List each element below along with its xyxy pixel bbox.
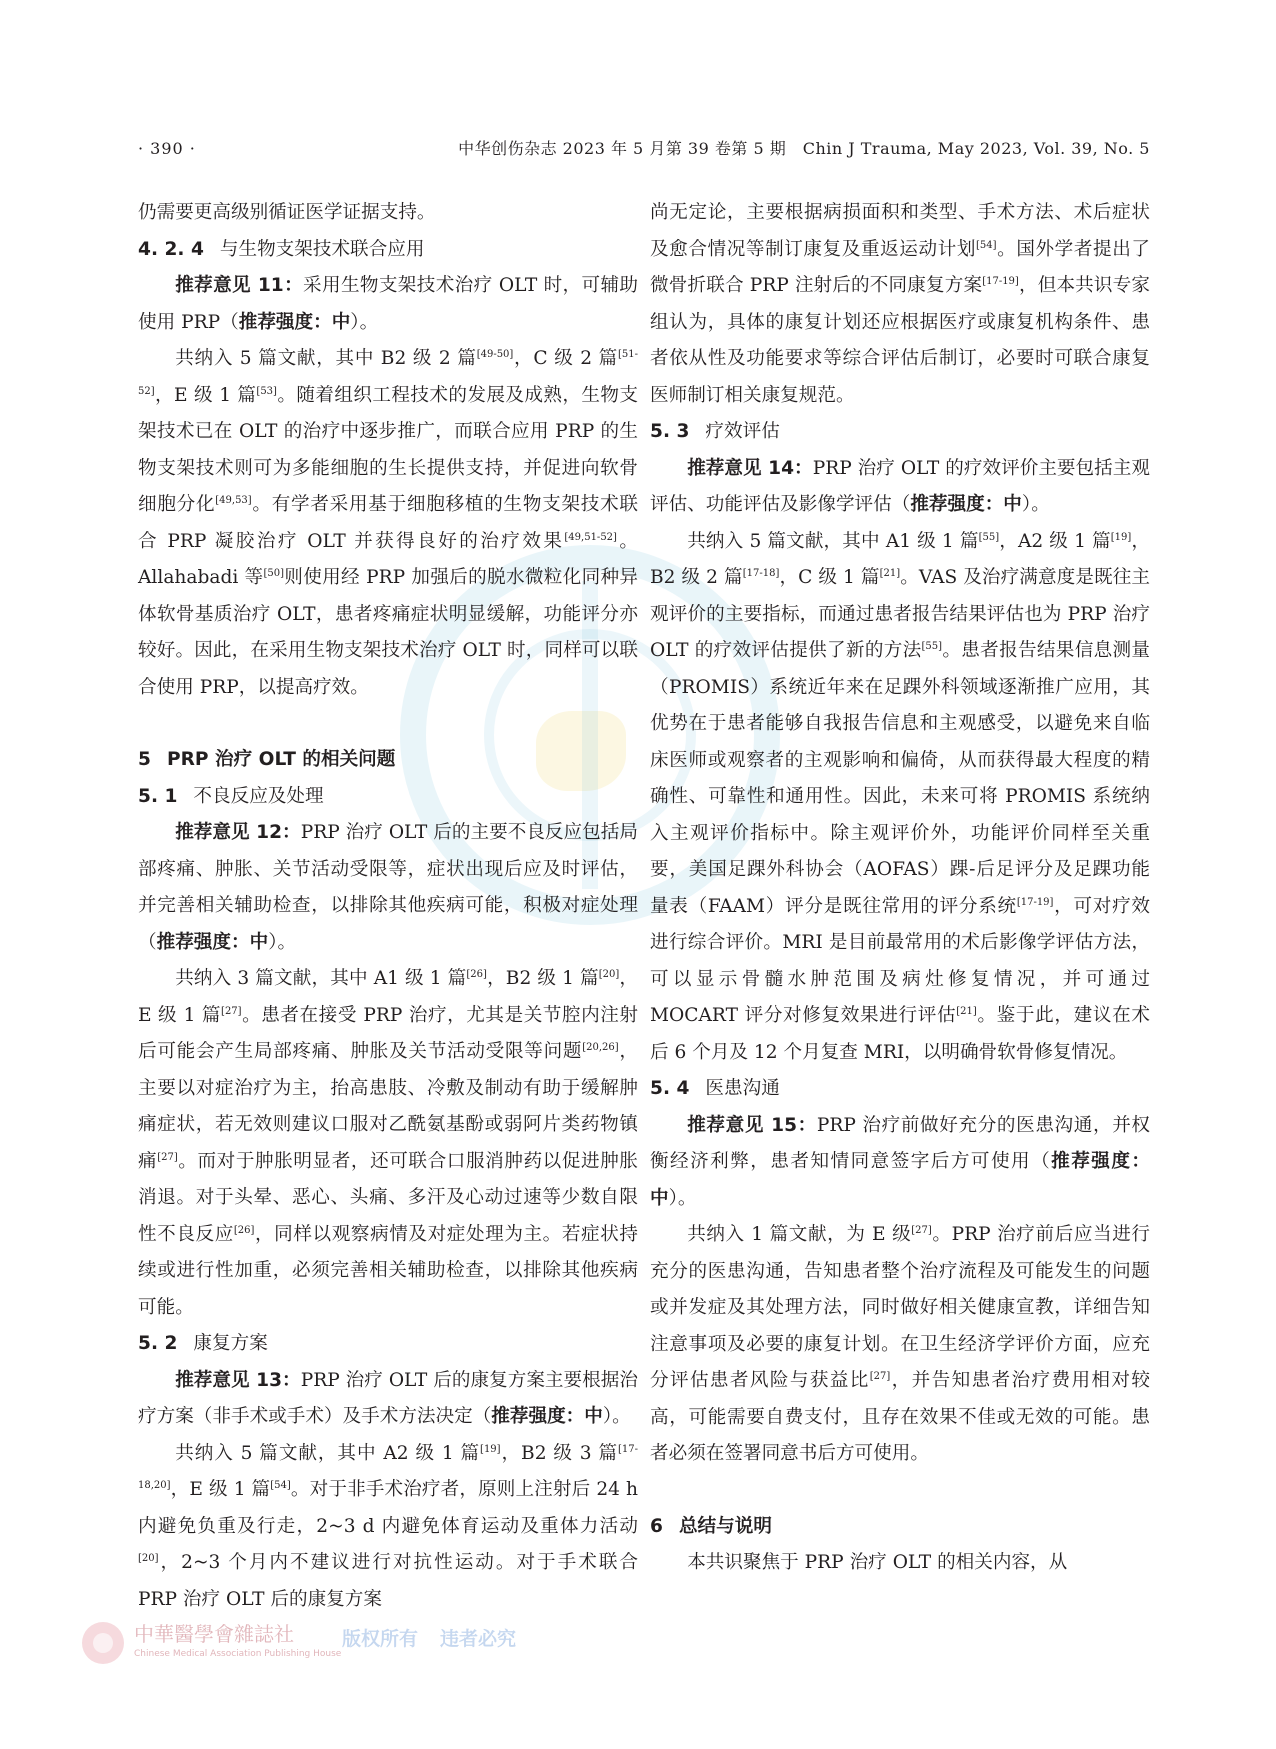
citation: [54] [976, 239, 997, 251]
section-heading-5-1 [138, 779, 638, 816]
journal-info: 中华创伤杂志 2023 年 5 月第 39 卷第 5 期 Chin J Trauma, May 2023, Vol. 39, No. 5 [458, 139, 1150, 158]
recommendation-text: PRP 治疗前做好充分的医患沟通，并权衡经济利弊，患者知情同意签字后方可使用（ [650, 1114, 1150, 1172]
text-run: 。国外学者提出了微骨折联合 PRP 注射后的不同康复方案 [650, 238, 1150, 296]
recommendation-strength: 推荐强度：中 [650, 1151, 1150, 1209]
paragraph [138, 341, 638, 706]
recommendation-label: 推荐意见 11： [175, 275, 304, 296]
text-run: 则使用经 PRP 加强后的脱水微粒化同种异体软骨基质治疗 OLT，患者疼痛症状明显缓解，功能评分亦较好。因此，在采用生物支架技术治疗 OLT 时，同样可以联合使用 PRP，以提高疗效。 [138, 567, 639, 698]
publisher-logo [82, 1618, 522, 1668]
recommendation-end: ）。 [1021, 494, 1050, 515]
section-heading-6 [650, 1509, 1150, 1546]
citation: [17-18,20] [138, 1443, 638, 1491]
text-run: ，主要以对症治疗为主，抬高患肢、冷敷及制动有助于缓解肿痛症状，若无效则建议口服对乙酰氨基酚或弱阿片类药物镇痛 [138, 1041, 638, 1172]
recommendation-end: ）。 [350, 311, 379, 333]
recommendation-strength: 推荐强度：中 [238, 311, 351, 333]
text-run: ，E 级 1 篇 [154, 384, 257, 406]
publisher-seal-icon [82, 1622, 124, 1664]
text-run: ，A2 级 1 篇 [999, 530, 1111, 552]
text-run: 。随着组织工程技术的发展及成熟，生物支架技术已在 OLT 的治疗中逐步推广，而联合应用 PRP 的生物支架技术则可为多能细胞的生长提供支持，并促进向软骨细胞分化 [138, 384, 638, 515]
section-number: 5. 1 [138, 785, 178, 807]
recommendation-end: ）。 [668, 1187, 697, 1209]
text-run: 。对于非手术治疗者，原则上注射后 24 h 内避免负重及行走，2~3 d 内避免体育运动及重体力活动 [138, 1479, 638, 1537]
citation: [20] [138, 1552, 159, 1564]
recommendation-14 [650, 451, 1150, 524]
citation: [27] [869, 1370, 891, 1382]
citation: [54] [270, 1479, 291, 1491]
text-run: ，B2 级 3 篇 [500, 1442, 618, 1464]
text-run: ，C 级 1 篇 [779, 567, 880, 588]
citation: [50] [263, 567, 284, 579]
spacer [650, 1473, 1150, 1509]
text-run: 共纳入 1 篇文献，为 E 级 [687, 1224, 912, 1245]
citation: [21] [879, 567, 901, 579]
citation: [17-19] [982, 275, 1019, 287]
spacer [138, 706, 638, 742]
section-title: 与生物支架技术联合应用 [219, 238, 425, 260]
recommendation-11 [138, 268, 638, 341]
text-run: 。PRP 治疗前后应当进行充分的医患沟通，告知患者整个治疗流程及可能发生的问题或并发症及其处理方法，同时做好相关健康宣教，详细告知注意事项及必要的康复计划。在卫生经济学评价方面，应充分评估患者风险与获益比 [650, 1224, 1151, 1391]
text-run: 共纳入 5 篇文献，其中 B2 级 2 篇 [175, 348, 477, 369]
citation: [19] [1110, 531, 1132, 543]
section-heading-5 [138, 742, 638, 779]
text-run: 。VAS 及治疗满意度是既往主观评价的主要指标，而通过患者报告结果评估也为 PRP 治疗 OLT 的疗效评估提供了新的方法 [650, 567, 1150, 661]
publisher-name: 中華醫學會雜誌社 [134, 1622, 294, 1646]
left-column [138, 195, 638, 1618]
citation: [21] [956, 1005, 977, 1017]
paragraph [650, 195, 1150, 414]
recommendation-label: 推荐意见 15： [687, 1114, 817, 1136]
copyright-badge: 版权所有 [342, 1628, 419, 1650]
text-run: ，同样以观察病情及对症处理为主。若症状持续或进行性加重，必须完善相关辅助检查，以排除其他疾病可能。 [138, 1223, 638, 1318]
recommendation-12 [138, 815, 638, 961]
citation: [55] [978, 531, 1000, 543]
recommendation-end: ）。 [602, 1406, 631, 1427]
text-run: 共纳入 5 篇文献，其中 A1 级 1 篇 [687, 530, 979, 552]
citation: [49-50] [476, 348, 514, 360]
text-run: ，并告知患者治疗费用相对较高，可能需要自费支付，且存在效果不佳或无效的可能。患者必须在签署同意书后方可使用。 [650, 1370, 1150, 1464]
section-heading-4-2-4 [138, 232, 638, 269]
paragraph: 仍需要更高级别循证医学证据支持。 [138, 202, 436, 223]
text-run: 共纳入 5 篇文献，其中 A2 级 1 篇 [175, 1442, 481, 1464]
text-run: 。患者报告结果信息测量（PROMIS）系统近年来在足踝外科领域逐渐推广应用，其优势在于患者能够自我报告信息和主观感受，以避免来自临床医师或观察者的主观影响和偏倚，从而获得最大程度的精确性、可靠性和通用性。因此，未来可将 PROMIS 系统纳入主观评价指标中。除主观评价外，功能评价同样至关重要，美国足踝外科协会（AOFAS）踝-后足评分及足踝功能量表（FAAM）评分是既往常用的评分系统 [650, 640, 1150, 917]
section-heading-5-4 [650, 1071, 1150, 1108]
text-run: 。鉴于此，建议在术后 6 个月及 12 个月复查 MRI，以明确骨软骨修复情况。 [650, 1005, 1150, 1063]
citation: [55] [921, 640, 943, 652]
paragraph [138, 961, 638, 1326]
section-heading-5-2 [138, 1326, 638, 1363]
right-column [650, 195, 1150, 1582]
paragraph [650, 1217, 1150, 1473]
section-heading-5-3 [650, 414, 1150, 451]
text-run: ，C 级 2 篇 [513, 348, 618, 369]
section-number: 6 [650, 1515, 663, 1537]
text-run: 尚无定论，主要根据病损面积和类型、手术方法、术后症状及愈合情况等制订康复及重返运动计划 [650, 202, 1150, 260]
text-run: 共纳入 3 篇文献，其中 A1 级 1 篇 [175, 968, 467, 989]
text-run: ，可对疗效进行综合评价。MRI 是目前最常用的术后影像学评估方法，可以显示骨髓水肿范围及病灶修复情况，并可通过 MOCART 评分对修复效果进行评估 [650, 895, 1150, 1026]
paragraph: 本共识聚焦于 PRP 治疗 OLT 的相关内容，从 [687, 1552, 1068, 1573]
paragraph [650, 524, 1150, 1072]
recommendation-label: 推荐意见 12： [175, 822, 301, 843]
recommendation-end: ）。 [268, 931, 297, 953]
text-run: 。患者在接受 PRP 治疗，尤其是关节腔内注射后可能会产生局部疼痛、肿胀及关节活动受限等问题 [138, 1004, 638, 1062]
text-run: ，E 级 1 篇 [170, 1479, 271, 1500]
section-number: 5. 2 [138, 1333, 178, 1354]
recommendation-label: 推荐意见 13： [175, 1369, 301, 1391]
recommendation-15 [650, 1108, 1150, 1218]
section-title: 总结与说明 [678, 1515, 772, 1537]
section-title: 不良反应及处理 [193, 785, 324, 807]
text-run: ，但本共识专家组认为，具体的康复计划还应根据医疗或康复机构条件、患者依从性及功能要求等综合评估后制订，必要时可联合康复医师制订相关康复规范。 [650, 275, 1150, 406]
citation: [20,26] [582, 1041, 619, 1053]
section-title: 医患沟通 [705, 1078, 780, 1099]
recommendation-strength: 推荐强度：中 [156, 931, 269, 953]
citation: [51-52] [138, 348, 638, 397]
recommendation-13 [138, 1363, 638, 1436]
running-head [138, 139, 1150, 159]
paragraph [138, 1436, 638, 1619]
citation: [49,51-52] [564, 531, 617, 543]
citation: [17-18] [742, 567, 780, 579]
text-run: 。Allahabadi 等 [138, 530, 638, 588]
text-run: ，B2 级 2 篇 [650, 530, 1150, 588]
citation: [49,53] [215, 494, 252, 506]
citation: [26] [466, 968, 487, 980]
recommendation-text: 采用生物支架技术治疗 OLT 时，可辅助使用 PRP（ [138, 275, 638, 333]
section-number: 5 [138, 749, 151, 770]
citation: [53] [256, 385, 277, 397]
citation: [19] [480, 1443, 501, 1455]
section-number: 5. 4 [650, 1078, 690, 1099]
citation: [27] [157, 1151, 178, 1163]
citation: [26] [233, 1224, 255, 1236]
recommendation-strength: 推荐强度：中 [491, 1406, 603, 1427]
citation: [20] [598, 968, 620, 980]
section-number: 4. 2. 4 [138, 238, 204, 260]
text-run: ，2~3 个月内不建议进行对抗性运动。对于手术联合 PRP 治疗 OLT 后的康复方案 [138, 1552, 638, 1610]
recommendation-text: PRP 治疗 OLT 的疗效评价主要包括主观评估、功能评估及影像学评估（ [650, 457, 1150, 515]
text-run: 。而对于肿胀明显者，还可联合口服消肿药以促进肿胀消退。对于头晕、恶心、头痛、多汗及心动过速等少数自限性不良反应 [138, 1150, 638, 1245]
citation: [27] [911, 1224, 932, 1236]
text-run: ，E 级 1 篇 [138, 968, 638, 1026]
section-title: PRP 治疗 OLT 的相关问题 [166, 749, 396, 770]
page-number: · 390 · [138, 139, 196, 158]
recommendation-text: PRP 治疗 OLT 后的康复方案主要根据治疗方案（非手术或手术）及手术方法决定（ [138, 1369, 638, 1427]
section-title: 康复方案 [193, 1333, 268, 1354]
rights-badge: 违者必究 [440, 1628, 517, 1650]
text-run: 。有学者采用基于细胞移植的生物支架技术联合 PRP 凝胶治疗 OLT 并获得良好的治疗效果 [138, 494, 638, 552]
recommendation-label: 推荐意见 14： [687, 457, 813, 479]
section-title: 疗效评估 [705, 421, 780, 442]
recommendation-strength: 推荐强度：中 [910, 494, 1022, 515]
citation: [17-19] [1016, 896, 1054, 908]
recommendation-text: PRP 治疗 OLT 后的主要不良反应包括局部疼痛、肿胀、关节活动受限等，症状出现后应及时评估，并完善相关辅助检查，以排除其他疾病可能，积极对症处理（ [138, 822, 638, 953]
text-run: ，B2 级 1 篇 [486, 968, 599, 989]
citation: [27] [221, 1005, 242, 1017]
section-number: 5. 3 [650, 421, 690, 442]
publisher-name-en: Chinese Medical Association Publishing House [134, 1649, 342, 1659]
